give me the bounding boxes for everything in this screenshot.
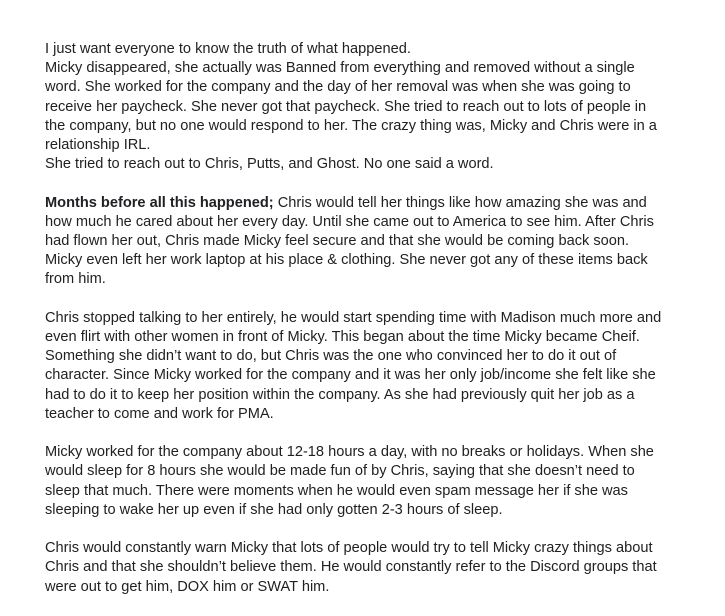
text-line: the company, but no one would respond to her. The crazy thing was, Micky and Chris were in a [45,117,657,134]
text-line: Chris stopped talking to her entirely, he would start spending time with Madison much more and [45,309,662,326]
text-line: would sleep for 8 hours she would be made fun of by Chris, saying that she doesn’t need to [45,463,635,480]
text-line: relationship IRL. [45,137,151,154]
text-line: how much he cared about her every day. Until she came out to America to see him. After Chris [45,213,654,230]
text-line: from him. [45,271,106,288]
text-line [45,194,685,213]
paragraph-stopped-talking [45,309,685,424]
text-line: receive her paycheck. She never got that paycheck. She tried to reach out to lots of people in [45,98,647,115]
text-line: had flown her out, Chris made Micky feel secure and that she would be coming back soon. [45,233,630,250]
text-line: sleeping to wake her up even if she had only gotten 2-3 hours of sleep. [45,501,503,518]
text-line: I just want everyone to know the truth of what happened. [45,41,411,57]
text-line: Micky worked for the company about 12-18 hours a day, with no breaks or holidays. When she [45,444,654,461]
text-line: character. Since Micky worked for the company and it was her only job/income she felt like she [45,367,656,384]
document-body [45,40,685,616]
text-line: She tried to reach out to Chris, Putts, and Ghost. No one said a word. [45,156,494,173]
text-line: had to do it to keep her position within the company. As she had previously quit her job as a [45,386,635,403]
text-line-rest: Chris would tell her things like how amazing she was and [273,194,647,211]
text-line: were out to get him, DOX him or SWAT him. [45,578,330,595]
text-line: even flirt with other women in front of Micky. This began about the time Micky became Cheif. [45,329,640,346]
text-line: Chris would constantly warn Micky that lots of people would try to tell Micky crazy things about [45,540,653,557]
text-line: sleep that much. There were moments when he would even spam message her if she was [45,482,628,499]
text-line: Something she didn’t want to do, but Chris was the one who convinced her to do it out of [45,348,617,365]
paragraph-warnings [45,539,685,597]
paragraph-work-hours [45,443,685,520]
text-line: Micky disappeared, she actually was Banned from everything and removed without a single [45,60,635,77]
text-line: Micky even left her work laptop at his place & clothing. She never got any of these items back [45,252,648,269]
text-line: word. She worked for the company and the day of her removal was when she was going to [45,79,631,96]
text-line: teacher to come and work for PMA. [45,405,274,422]
paragraph-months-before [45,194,685,290]
text-line: Chris and that she shouldn’t believe them. He would constantly refer to the Discord groups that [45,559,657,576]
paragraph-intro [45,40,685,174]
bold-lead-text: Months before all this happened; [45,194,274,211]
